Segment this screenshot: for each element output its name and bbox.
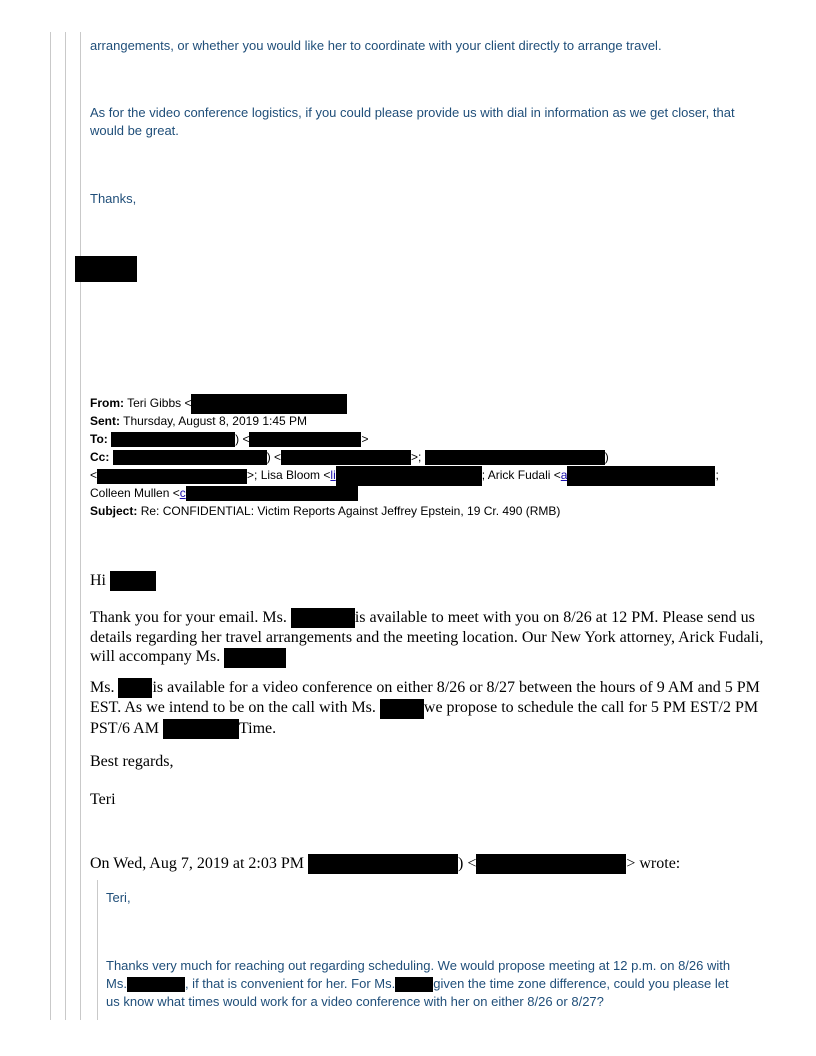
wrote-text: ) < — [457, 855, 477, 872]
quote-rule — [80, 32, 81, 1020]
quoted-text: , if that is convenient for her. For Ms. — [184, 976, 396, 991]
wrote-line — [90, 854, 680, 874]
cc-text: ; Arick Fudali < — [481, 468, 561, 483]
header-from — [90, 394, 347, 414]
redaction-block — [425, 450, 605, 465]
quoted-text: us know what times would work for a video conference with her on either 8/26 or 8/27? — [106, 994, 604, 1009]
redaction-block — [476, 854, 626, 874]
redaction-block — [118, 678, 152, 698]
email-link[interactable]: a — [560, 468, 568, 483]
wrote-text: On Wed, Aug 7, 2019 at 2:03 PM — [90, 855, 304, 872]
redaction-block — [567, 466, 715, 486]
redaction-block — [163, 719, 239, 739]
wrote-text: > wrote: — [626, 855, 681, 872]
body-text: is available to meet with you on 8/26 at 12 PM. Please send us — [354, 609, 755, 626]
greeting-text: Hi — [90, 572, 106, 589]
body-closing: Best regards, — [90, 753, 174, 770]
body-text: will accompany Ms. — [90, 648, 221, 666]
redaction-block — [291, 608, 355, 628]
redaction-block — [281, 450, 411, 465]
body-text: EST. As we intend to be on the call with Ms. — [90, 699, 376, 717]
header-cc-line3 — [90, 484, 358, 502]
redaction-block — [395, 977, 433, 992]
redaction-block — [127, 977, 185, 992]
cc-value: ) < — [266, 450, 282, 464]
cc-value: >; — [411, 450, 422, 464]
to-value: ) < — [235, 432, 250, 446]
body-text: Time. — [238, 719, 277, 737]
cc-text: ; — [715, 468, 719, 483]
body-text: we propose to schedule the call for 5 PM EST/2 PM — [423, 699, 759, 717]
body-paragraph-2 — [90, 678, 790, 739]
quote-rule — [50, 32, 51, 1020]
redaction-block — [113, 450, 267, 465]
quoted-text: Ms. — [106, 976, 127, 991]
email-link[interactable]: li — [330, 468, 336, 483]
cc-text: >; Lisa Bloom < — [247, 468, 331, 483]
sent-value: Thursday, August 8, 2019 1:45 PM — [123, 414, 308, 428]
redaction-block — [97, 469, 247, 484]
to-end: > — [361, 432, 369, 446]
quote-rule — [65, 32, 66, 1020]
cc-label: Cc: — [90, 450, 110, 464]
redaction-block — [308, 854, 458, 874]
cc-text: < — [90, 468, 98, 483]
sent-label: Sent: — [90, 414, 120, 428]
from-value: Teri Gibbs < — [127, 396, 192, 411]
body-signature: Teri — [90, 791, 116, 808]
redaction-block — [191, 394, 347, 414]
quoted-greeting: Teri, — [106, 890, 131, 905]
header-subject — [90, 502, 560, 520]
redaction-block — [380, 699, 424, 719]
redaction-block — [110, 571, 156, 591]
cc-text: Colleen Mullen < — [90, 486, 180, 500]
redaction-block — [186, 486, 358, 501]
redaction-block — [336, 466, 482, 486]
quoted-text: Thanks very much for reaching out regarding scheduling. We would propose meeting at 12 p.m. on 8/26 with — [106, 958, 731, 973]
body-text: details regarding her travel arrangements and the meeting location. Our New York attorney, Arick Fudali, — [90, 629, 764, 647]
quoted-paragraph — [106, 957, 786, 1011]
quoted-text: given the time zone difference, could you please let — [433, 976, 729, 991]
quoted-paragraph: As for the video conference logistics, if you could please provide us with dial in information as we get closer, that would be great. — [90, 105, 735, 138]
redaction-block — [111, 432, 235, 447]
header-cc-line2 — [90, 466, 719, 486]
quoted-line: arrangements, or whether you would like her to coordinate with your client directly to arrange travel. — [90, 38, 662, 53]
to-label: To: — [90, 432, 108, 446]
from-label: From: — [90, 396, 124, 411]
header-cc — [90, 448, 609, 466]
email-link[interactable]: c — [179, 486, 186, 500]
subject-value: Re: CONFIDENTIAL: Victim Reports Against Jeffrey Epstein, 19 Cr. 490 (RMB) — [140, 504, 561, 518]
body-paragraph-1 — [90, 608, 780, 668]
redaction-block — [249, 432, 361, 447]
header-sent — [90, 412, 307, 430]
body-text: Ms. — [90, 679, 115, 696]
redaction-block — [75, 256, 137, 282]
quoted-thanks: Thanks, — [90, 191, 137, 206]
subject-label: Subject: — [90, 504, 138, 518]
quote-rule — [97, 880, 98, 1020]
body-text: is available for a video conference on either 8/26 or 8/27 between the hours of 9 AM and 5 PM — [152, 679, 760, 696]
header-to — [90, 430, 368, 448]
body-text: PST/6 AM — [90, 719, 159, 737]
cc-value: ) — [604, 450, 609, 464]
body-greeting — [90, 571, 156, 591]
redaction-block — [224, 648, 286, 668]
body-text: Thank you for your email. Ms. — [90, 609, 287, 626]
